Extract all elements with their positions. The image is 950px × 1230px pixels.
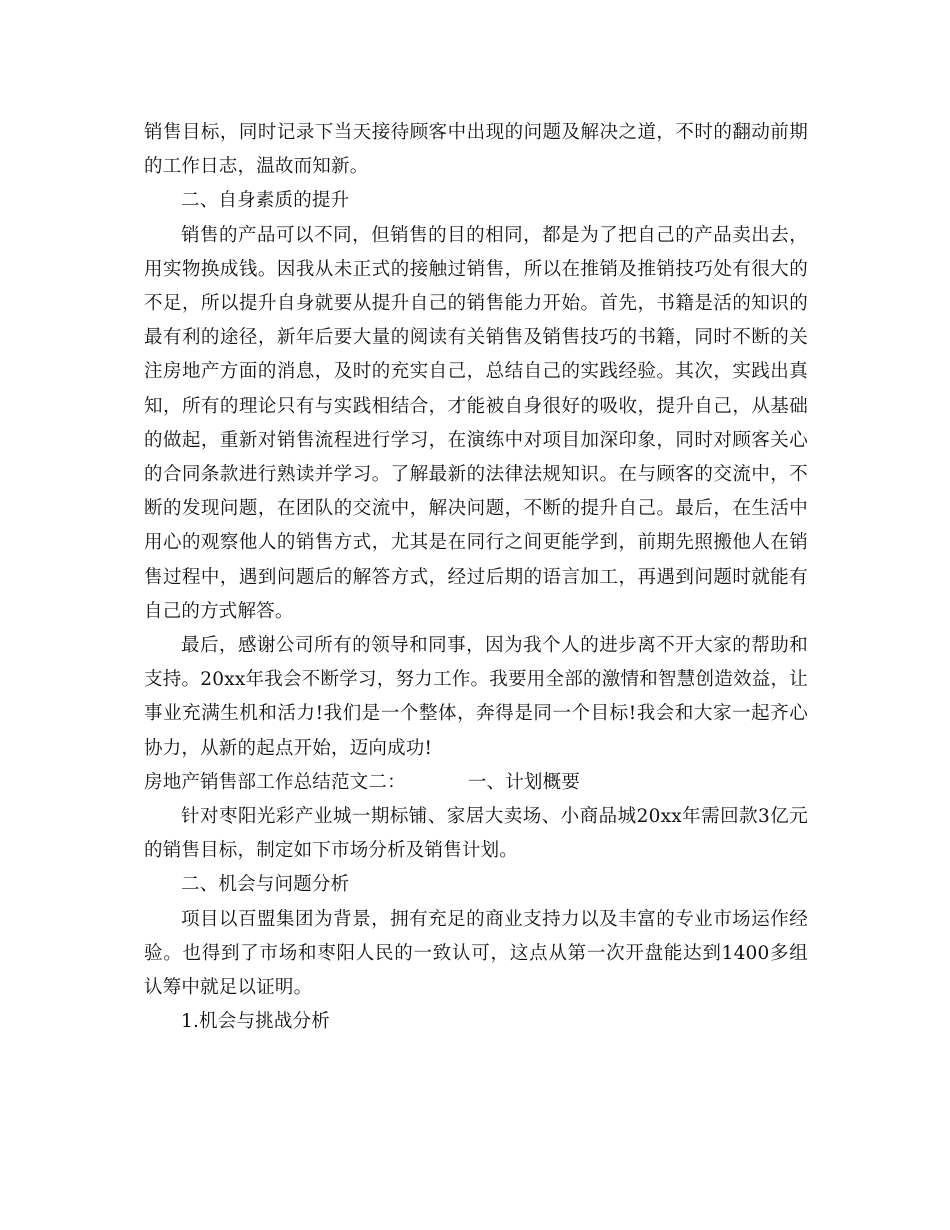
section-heading-self-improvement: 二、自身素质的提升 bbox=[181, 190, 350, 212]
paragraph-thanks: 最后，感谢公司所有的领导和同事，因为我个人的进步离不开大家的帮助和支持。20xx年我会不断学习，努力工作。我要用全部的激情和智慧创造效益，让事业充满生机和活力!我们是一个整体，奔得是同一个目标!我会和大家一起齐心协力，从新的起点开始，迈向成功! bbox=[144, 635, 808, 759]
paragraph-project-background: 项目以百盟集团为背景，拥有充足的商业支持力以及丰富的专业市场运作经验。也得到了市场和枣阳人民的一致认可，这点从第一次开盘能达到1400多组认筹中就足以证明。 bbox=[144, 908, 808, 999]
document-body bbox=[144, 116, 808, 1039]
subheading-opportunity-challenge: 1.机会与挑战分析 bbox=[181, 1011, 330, 1033]
document-subtitle: 房地产销售部工作总结范文二： bbox=[144, 771, 406, 793]
paragraph-plan-overview: 针对枣阳光彩产业城一期标铺、家居大卖场、小商品城20xx年需回款3亿元的销售目标，制定如下市场分析及销售计划。 bbox=[144, 806, 808, 862]
paragraph-sales-goal-continuation: 销售目标，同时记录下当天接待顾客中出现的问题及解决之道，不时的翻动前期的工作日志，温故而知新。 bbox=[144, 122, 808, 178]
paragraph-self-improvement: 销售的产品可以不同，但销售的目的相同，都是为了把自己的产品卖出去，用实物换成钱。因我从未正式的接触过销售，所以在推销及推销技巧处有很大的不足，所以提升自身就要从提升自己的销售能力开始。首先，书籍是活的知识的最有利的途径，新年后要大量的阅读有关销售及销售技巧的书籍，同时不断的关注房地产方面的消息，及时的充实自己，总结自己的实践经验。其次，实践出真知，所有的理论只有与实践相结合，才能被自身很好的吸收，提升自己，从基础的做起，重新对销售流程进行学习，在演练中对项目加深印象，同时对顾客关心的合同条款进行熟读并学习。了解最新的法律法规知识。在与顾客的交流中，不断的发现问题，在团队的交流中，解决问题，不断的提升自己。最后，在生活中用心的观察他人的销售方式，尤其是在同行之间更能学到，前期先照搬他人在销售过程中，遇到问题后的解答方式，经过后期的语言加工，再遇到问题时就能有自己的方式解答。 bbox=[144, 224, 808, 622]
section-heading-plan-overview: 一、计划概要 bbox=[467, 771, 581, 793]
document-subtitle-line bbox=[144, 766, 808, 800]
section-heading-opportunity-analysis: 二、机会与问题分析 bbox=[181, 874, 350, 896]
